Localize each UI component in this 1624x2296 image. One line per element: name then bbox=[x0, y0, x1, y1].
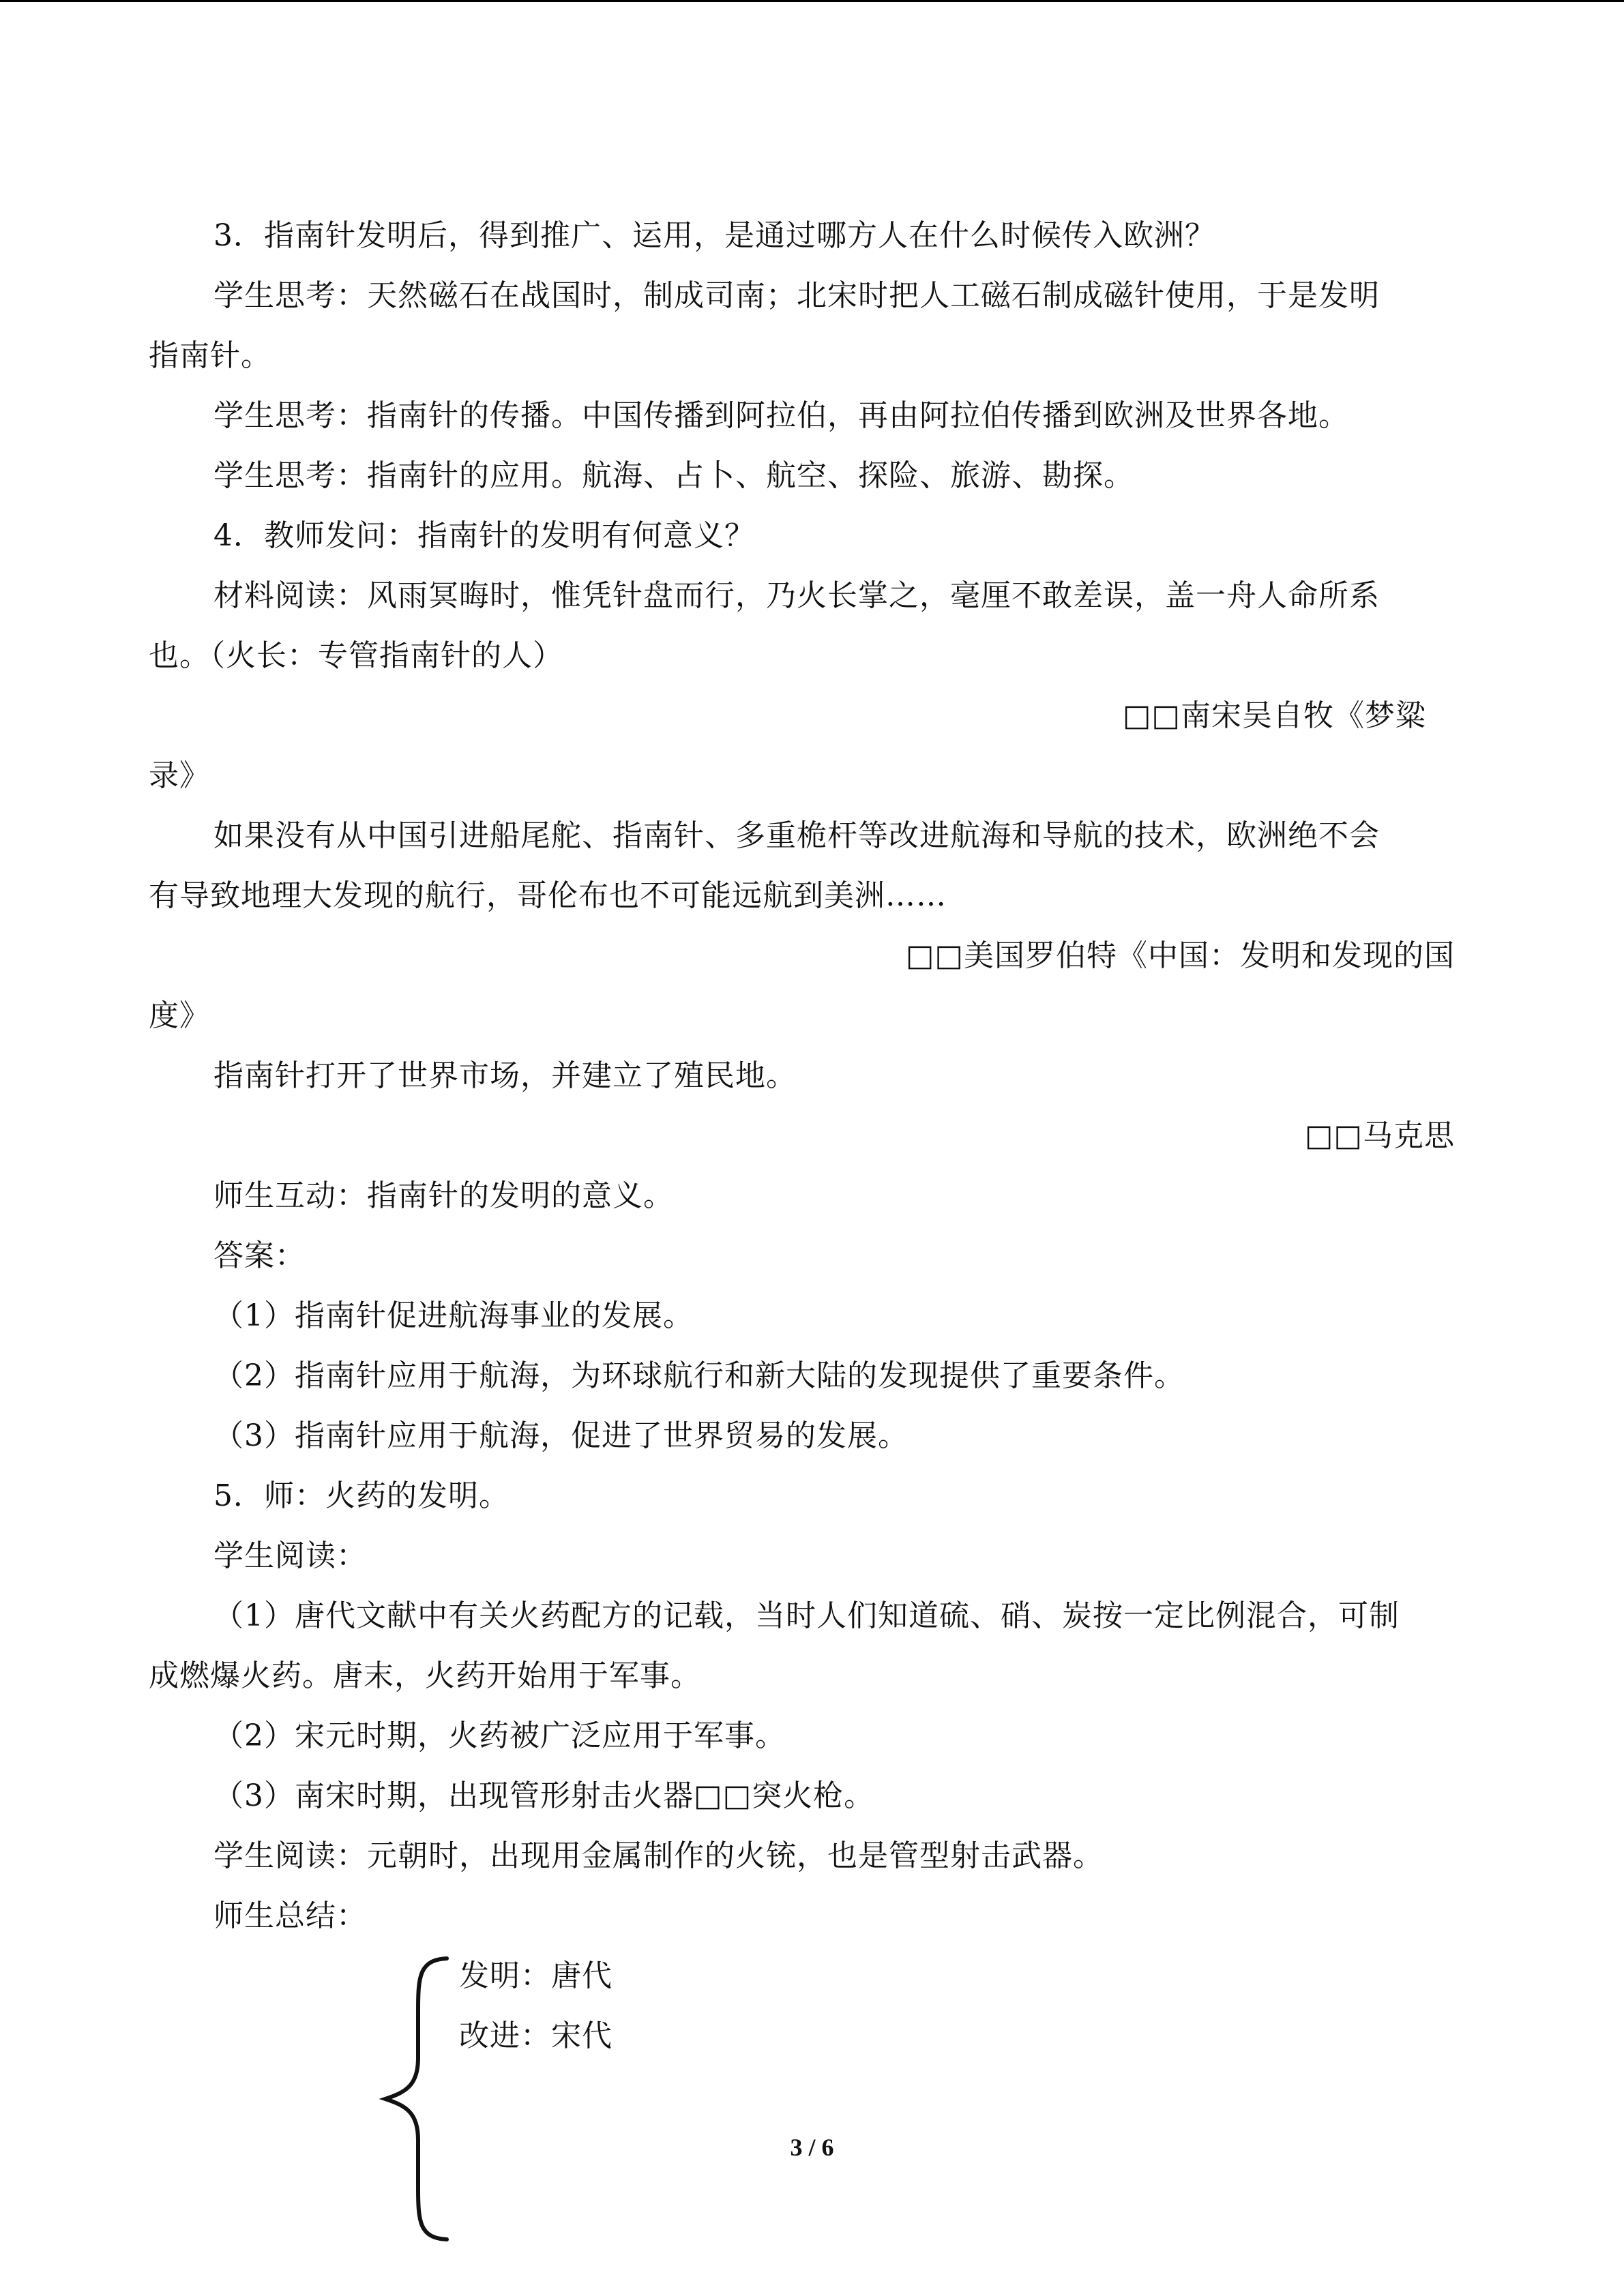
question-5: 5．师：火药的发明。 bbox=[213, 1478, 510, 1513]
quote-3: 指南针打开了世界市场，并建立了殖民地。 bbox=[213, 1058, 797, 1093]
page-top-border bbox=[0, 0, 1624, 2]
student-reading-heading: 学生阅读： bbox=[213, 1538, 367, 1573]
question-4: 4．教师发问：指南针的发明有何意义？ bbox=[213, 518, 755, 553]
summary-improvement: 改进：宋代 bbox=[459, 2018, 612, 2053]
curly-brace-icon bbox=[379, 1956, 454, 2242]
quote-2: 如果没有从中国引进船尾舵、指南针、多重桅杆等改进航海和导航的技术，欧洲绝不会 bbox=[213, 818, 1380, 853]
student-thinking-2: 学生思考：指南针的传播。中国传播到阿拉伯，再由阿拉伯传播到欧洲及世界各地。 bbox=[213, 398, 1349, 433]
reading-1-cont: 成燃爆火药。唐末，火药开始用于军事。 bbox=[149, 1658, 701, 1693]
citation-3: □□马克思 bbox=[1304, 1118, 1455, 1153]
reading-2: （2）宋元时期，火药被广泛应用于军事。 bbox=[213, 1718, 786, 1753]
reading-3: （3）南宋时期，出现管形射击火器□□突火枪。 bbox=[213, 1778, 875, 1813]
reading-1: （1）唐代文献中有关火药配方的记载，当时人们知道硫、硝、炭按一定比例混合，可制 bbox=[213, 1598, 1400, 1633]
answer-3: （3）指南针应用于航海，促进了世界贸易的发展。 bbox=[213, 1418, 909, 1453]
interaction: 师生互动：指南针的发明的意义。 bbox=[213, 1178, 674, 1213]
question-3: 3．指南针发明后，得到推广、运用，是通过哪方人在什么时候传入欧洲？ bbox=[213, 218, 1215, 253]
answer-heading: 答案： bbox=[213, 1238, 306, 1273]
quote-2-cont: 有导致地理大发现的航行，哥伦布也不可能远航到美洲…… bbox=[149, 878, 947, 913]
answer-1: （1）指南针促进航海事业的发展。 bbox=[213, 1298, 694, 1333]
student-reading-2: 学生阅读：元朝时，出现用金属制作的火铳，也是管型射击武器。 bbox=[213, 1838, 1104, 1873]
citation-2: □□美国罗伯特《中国：发明和发现的国 bbox=[905, 938, 1455, 973]
material-reading: 材料阅读：风雨冥晦时，惟凭针盘而行，乃火长掌之，毫厘不敢差误，盖一舟人命所系 bbox=[213, 578, 1380, 613]
page-number: 3 / 6 bbox=[790, 2134, 834, 2161]
summary-invention: 发明：唐代 bbox=[459, 1958, 612, 1993]
answer-2: （2）指南针应用于航海，为环球航行和新大陆的发现提供了重要条件。 bbox=[213, 1358, 1185, 1393]
material-reading-cont: 也。（火长：专管指南针的人） bbox=[149, 638, 563, 673]
citation-2-cont: 度》 bbox=[149, 998, 210, 1033]
citation-1-cont: 录》 bbox=[149, 758, 210, 793]
summary-heading: 师生总结： bbox=[213, 1898, 367, 1933]
citation-1: □□南宋吴自牧《梦粱 bbox=[1122, 698, 1426, 733]
student-thinking-3: 学生思考：指南针的应用。航海、占卜、航空、探险、旅游、勘探。 bbox=[213, 458, 1134, 493]
student-thinking-1: 学生思考：天然磁石在战国时，制成司南；北宋时把人工磁石制成磁针使用，于是发明 bbox=[213, 278, 1380, 313]
student-thinking-1-cont: 指南针。 bbox=[149, 338, 271, 373]
